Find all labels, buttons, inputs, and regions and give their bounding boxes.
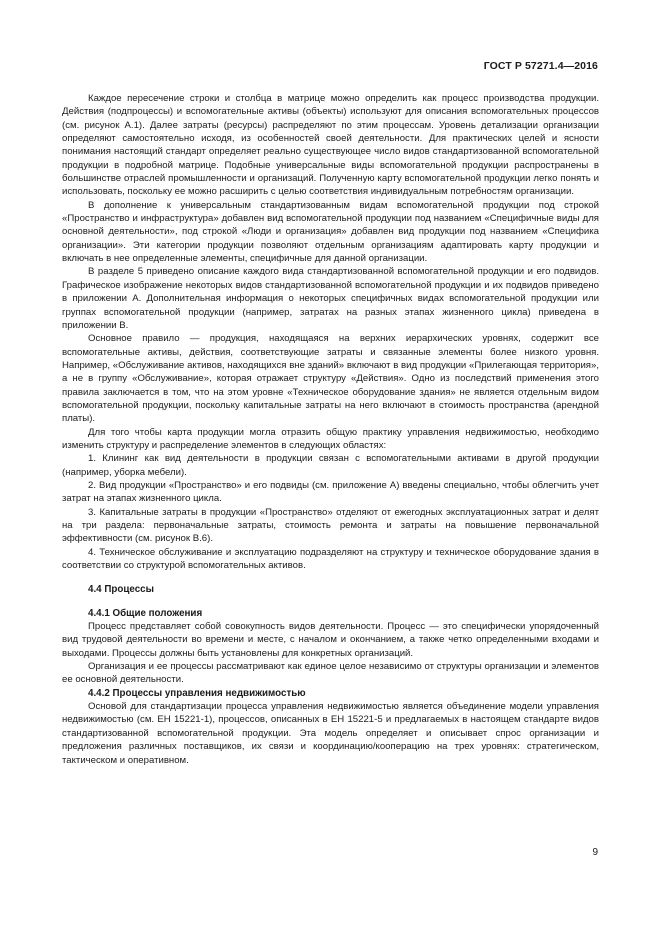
document-code-header: ГОСТ Р 57271.4—2016 xyxy=(483,60,598,72)
paragraph-additional-types: В дополнение к универсальным стандартизованным видам вспомогательной продукции под строкой «Пространство и инфраструктура» добавлен вид вспомогательной продукции под названием «Специфичные виды для основной деятельности», под строкой «Люди и организация» добавлен вид продукции под названием «Специфика организации». Эти категории продукции позволяют отдельным организациям адаптировать карту продукции и включать в нее определенные элементы, специфичные для данной организации. xyxy=(62,199,599,265)
list-item-space: 2. Вид продукции «Пространство» и его подвиды (см. приложение А) введены специально, чтобы облегчить учет затрат на этапах жизненного цикла. xyxy=(62,479,599,505)
paragraph-matrix: Каждое пересечение строки и столбца в матрице можно определить как процесс производства продукции. Действия (подпроцессы) и вспомогательные активы (объекты) используют для описания вспомогательных процессов (см. рисунок А.1). Далее затраты (ресурсы) распределяют по этим процессам. Уровень детализации организации определяют самостоятельно исходя, из особенностей своей деятельности. Для практических целей и ясности понимания настоящий стандарт определяет реально существующее число видов стандартизованной вспомогательной продукции в подробной матрице. Подобные универсальные виды вспомогательной продукции распространены в большинстве отраслей промышленности и организаций. Полученную карту вспомогательной продукции легко понять и использовать, поскольку ее можно расширить с целью соответствия индивидуальным потребностям организации. xyxy=(62,93,599,198)
heading-4-4-2-real-estate: 4.4.2 Процессы управления недвижимостью xyxy=(88,687,306,699)
page-number: 9 xyxy=(592,847,598,858)
list-item-maintenance: 4. Техническое обслуживание и эксплуатацию подразделяют на структуру и техническое оборудование здания в соответствии со структурой вспомогательных активов. xyxy=(62,546,599,572)
heading-4-4-processes: 4.4 Процессы xyxy=(88,584,154,596)
paragraph-main-rule: Основное правило — продукция, находящаяся на верхних иерархических уровнях, содержит все вспомогательные активы, действия, соответствующие затраты и связанные элементы более низкого уровня. Например, «Обслуживание активов, находящихся вне зданий» включают в вид продукции «Прилегающая территория», а не в группу «Обслуживание», которая отражает структуру «Действия». Одно из последствий применения этого правила заключается в том, что на этом уровне «Техническое оборудование здания» не является отдельным видом вспомогательной продукции, поскольку капитальные затраты на него включают в стоимость пространства (арендной платы). xyxy=(62,333,599,425)
paragraph-standardization-basis: Основой для стандартизации процесса управления недвижимостью является объединение модели управления недвижимостью (см. ЕН 15221-1), процессов, описанных в ЕН 15221-5 и предлагаемых в настоящем стандарте видов стандартизованной вспомогательной продукции. Эта модель определяет и описывает спрос организации и предложения различных поставщиков, их связи и координацию/кооперацию на трех уровнях: стратегическом, тактическом и оперативном. xyxy=(62,701,599,766)
list-item-capital-costs: 3. Капитальные затраты в продукции «Пространство» отделяют от ежегодных эксплуатационных затрат и делят на три раздела: первоначальные затраты, стоимость ремонта и затраты на повышение первоначальной эффективности (см. рисунок В.6). xyxy=(62,506,599,545)
heading-4-4-1-general: 4.4.1 Общие положения xyxy=(88,607,203,619)
list-item-cleaning: 1. Клининг как вид деятельности в продукции связан с вспомогательными активами в другой продукции (например, уборка мебели). xyxy=(62,453,599,478)
paragraph-organization-processes: Организация и ее процессы рассматривают как единое целое независимо от структуры организации и элементов ее основной деятельности. xyxy=(62,661,599,686)
document-body xyxy=(62,92,599,767)
paragraph-process-definition: Процесс представляет собой совокупность видов деятельности. Процесс — это специфически упорядоченный вид трудовой деятельности во времени и месте, с началом и окончанием, а также четко определенными входами и выходами. Процессы должны быть установлены для конкретных организаций. xyxy=(62,621,599,659)
paragraph-map-changes: Для того чтобы карта продукции могла отразить общую практику управления недвижимостью, необходимо изменить структуру и распределение элементов в следующих областях: xyxy=(62,426,599,451)
paragraph-section-5: В разделе 5 приведено описание каждого вида стандартизованной вспомогательной продукции и его подвидов. Графическое изображение некоторых видов стандартизованной вспомогательной продукции и их подвидов приведено в приложении А. Дополнительная информация о некоторых специфичных видах вспомогательной продукции или группах вспомогательной продукции (например, затратах на разных этапах жизненного цикла) приведена в приложении В. xyxy=(62,266,599,331)
